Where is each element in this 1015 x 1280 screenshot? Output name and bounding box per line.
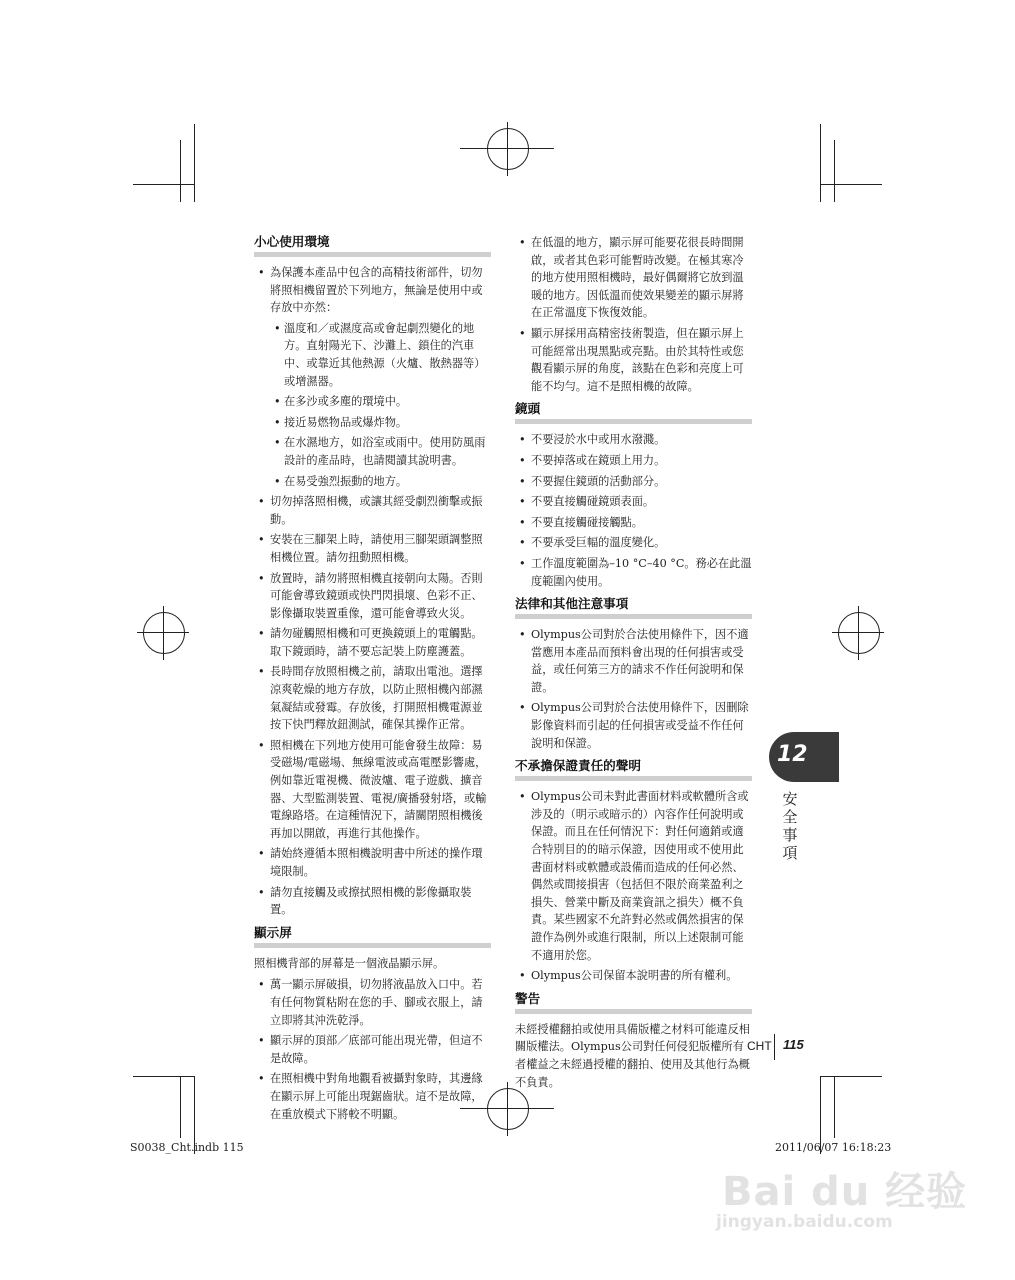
- chapter-label: 安全事項: [782, 790, 798, 862]
- watermark-url: jingyan.baidu.com: [716, 1212, 893, 1232]
- left-column: [254, 234, 491, 1126]
- sub-list-item: • 在水濕地方，如浴室或雨中。使用防風雨設計的產品時，也請閱讀其說明書。: [254, 434, 491, 469]
- footer-divider: [774, 1034, 775, 1060]
- warning-text: 未經授權翻拍或使用具備版權之材料可能違反相關版權法。Olympus公司對任何侵犯版權所有者權益之未經過授權的翻拍、使用及其他行為概不負責。: [515, 1022, 750, 1089]
- list-item: • 為保護本產品中包含的高精技術部件，切勿將照相機留置於下列地方，無論是使用中或存放中亦然：: [254, 264, 491, 317]
- list-item: • 不要掉落或在鏡頭上用力。: [515, 452, 752, 470]
- list-item: • 在照相機中對角地觀看被攝對象時，其邊緣在顯示屏上可能出現鋸齒狀。這不是故障，在重放模式下將較不明顯。: [254, 1070, 491, 1123]
- sub-list-item: • 溫度和／或濕度高或會起劇烈變化的地方。直射陽光下、沙灘上、鎖住的汽車中、或靠近其他熱源（火爐、散熱器等）或增濕器。: [254, 320, 491, 390]
- list-item: • 不要承受巨幅的溫度變化。: [515, 534, 752, 552]
- list-item: • 萬一顯示屏破損，切勿將液晶放入口中。若有任何物質粘附在您的手、腳或衣服上，請立即將其沖洗乾淨。: [254, 976, 491, 1029]
- sub-list-item: • 接近易燃物品或爆炸物。: [254, 414, 491, 432]
- sub-list-item: • 在多沙或多塵的環境中。: [254, 393, 491, 411]
- list-item: • 請勿直接觸及或擦拭照相機的影像攝取裝置。: [254, 884, 491, 919]
- footer-language: CHT: [747, 1039, 772, 1053]
- list-item: • Olympus公司對於合法使用條件下，因不適當應用本產品而預料會出現的任何損害或受益，或任何第三方的請求不作任何說明和保證。: [515, 626, 752, 696]
- section-title-legal: 法律和其他注意事項: [515, 596, 752, 619]
- list-item: • 不要握住鏡頭的活動部分。: [515, 473, 752, 491]
- page-number: 115: [783, 1037, 804, 1052]
- watermark-logo: Bai du 经验: [722, 1169, 968, 1215]
- list-item: • 照相機在下列地方使用可能會發生故障：易受磁場/電磁場、無線電波或高電壓影響處，例如靠近電視機、微波爐、電子遊戲、擴音器、大型監測裝置、電視/廣播發射塔，或輸電線路塔。在這種情況下，請關閉照相機後再加以開啟，再進行其他操作。: [254, 737, 491, 843]
- slug-timestamp: 2011/06/07 16:18:23: [775, 1141, 892, 1154]
- list-item: • 放置時，請勿將照相機直接朝向太陽。否則可能會導致鏡頭或快門閃損壞、色彩不正、影像攝取裝置重像，還可能會導致火災。: [254, 570, 491, 623]
- list-item: • 切勿掉落照相機，或讓其經受劇烈衝擊或振動。: [254, 493, 491, 528]
- list-item: • Olympus公司未對此書面材料或軟體所含或涉及的（明示或暗示的）內容作任何說明或保證。而且在任何情況下：對任何適銷或適合特別目的的暗示保證，因使用或不使用此書面材料或軟體或設備而造成的任何必然、偶然或間接損害（包括但不限於商業盈利之損失、營業中斷及商業資訊之損失）概不負責。某些國家不允許對必然或偶然損害的保證作為例外或進行限制，所以上述限制可能不適用於您。: [515, 788, 752, 964]
- list-item: • 不要直接觸碰接觸點。: [515, 514, 752, 532]
- list-item: • 顯示屏採用高精密技術製造，但在顯示屏上可能經常出現黑點或亮點。由於其特性或您觀看顯示屏的角度，該點在色彩和亮度上可能不均勻。這不是照相機的故障。: [515, 325, 752, 395]
- list-item: • Olympus公司保留本說明書的所有權利。: [515, 967, 752, 985]
- right-column: [515, 234, 752, 1095]
- list-item: • 長時間存放照相機之前，請取出電池。選擇涼爽乾燥的地方存放，以防止照相機內部濕氣凝結或發霉。存放後，打開照相機電源並按下快門釋放鈕測試，確保其操作正常。: [254, 663, 491, 733]
- slug-filename: S0038_Cht.indb 115: [130, 1141, 244, 1154]
- list-item: • 在低溫的地方，顯示屏可能要花很長時間開啟，或者其色彩可能暫時改變。在極其寒冷的地方使用照相機時，最好偶爾將它放到溫暖的地方。因低溫而使效果變差的顯示屏將在正常溫度下恢復效能。: [515, 234, 752, 322]
- section-title-warning: 警告: [515, 991, 752, 1014]
- section-title-disclaimer: 不承擔保證責任的聲明: [515, 758, 752, 781]
- chapter-number: 12: [777, 742, 808, 767]
- list-item: • 不要浸於水中或用水潑濺。: [515, 431, 752, 449]
- list-item: • 請始終遵循本照相機說明書中所述的操作環境限制。: [254, 845, 491, 880]
- section-title-environment: 小心使用環境: [254, 234, 491, 257]
- list-item: • 顯示屏的頂部／底部可能出現光帶，但這不是故障。: [254, 1032, 491, 1067]
- section-title-monitor: 顯示屏: [254, 925, 491, 948]
- list-item: • Olympus公司對於合法使用條件下，因刪除影像資料而引起的任何損害或受益不作任何說明和保證。: [515, 699, 752, 752]
- list-item: • 工作溫度範圍為–10 °C–40 °C。務必在此溫度範圍內使用。: [515, 555, 752, 590]
- section-title-lens: 鏡頭: [515, 401, 752, 424]
- list-item: • 請勿碰觸照相機和可更換鏡頭上的電觸點。取下鏡頭時，請不要忘記裝上防塵護蓋。: [254, 625, 491, 660]
- sub-list-item: • 在易受強烈振動的地方。: [254, 473, 491, 491]
- list-item: • 安裝在三腳架上時，請使用三腳架頭調整照相機位置。請勿扭動照相機。: [254, 531, 491, 566]
- section-intro: 照相機背部的屏幕是一個液晶顯示屏。: [254, 956, 445, 970]
- list-item: • 不要直接觸碰鏡頭表面。: [515, 493, 752, 511]
